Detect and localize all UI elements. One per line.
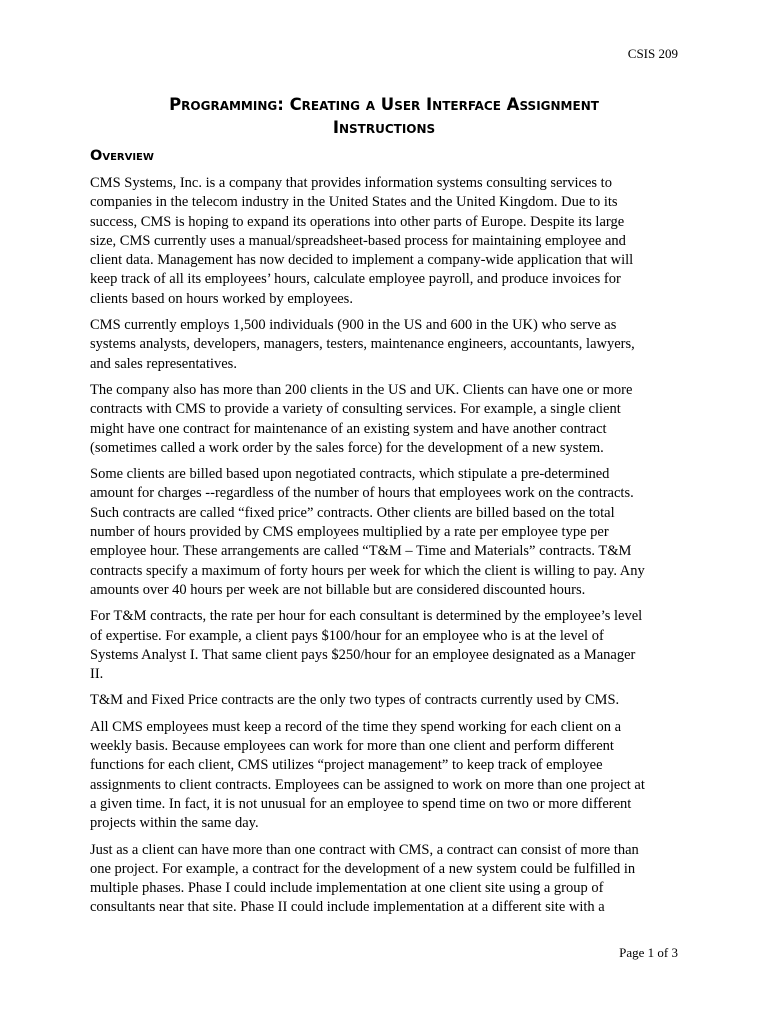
paragraph-line: II. xyxy=(90,666,104,683)
course-code: CSIS 209 xyxy=(627,46,678,61)
section-heading-overview: Overview xyxy=(90,148,154,164)
body-paragraph xyxy=(90,174,682,309)
paragraph-line: CMS currently employs 1,500 individuals (900 in the US and 600 in the UK) who serve as xyxy=(90,317,617,334)
paragraph-line: projects within the same day. xyxy=(90,815,259,832)
paragraph-line: contracts specify a maximum of forty hours per week for which the client is willing to pay. Any xyxy=(90,562,645,579)
paragraph-line: amounts over 40 hours per week are not billable but are considered discounted hours. xyxy=(90,581,586,598)
page-title xyxy=(90,93,678,139)
paragraph-line: functions for each client, CMS utilizes “project management” to keep track of employee xyxy=(90,757,603,774)
paragraph-line: Such contracts are called “fixed price” contracts. Other clients are billed based on the total xyxy=(90,504,615,521)
page-number: Page 1 of 3 xyxy=(619,945,678,960)
paragraph-line: might have one contract for maintenance of an existing system and have another contract xyxy=(90,420,607,437)
paragraph-line: systems analysts, developers, managers, testers, maintenance engineers, accountants, lawyers, xyxy=(90,336,635,353)
paragraph-line: The company also has more than 200 clients in the US and UK. Clients can have one or more xyxy=(90,381,633,398)
paragraph-line: number of hours provided by CMS employees multiplied by a rate per employee type per xyxy=(90,524,609,541)
paragraph-line: Some clients are billed based upon negotiated contracts, which stipulate a pre-determined xyxy=(90,466,610,483)
paragraph-line: clients based on hours worked by employees. xyxy=(90,290,353,307)
paragraph-line: T&M and Fixed Price contracts are the only two types of contracts currently used by CMS. xyxy=(90,692,620,709)
title-line-1: Programming: Creating a User Interface Assignment xyxy=(169,95,599,114)
body-paragraph xyxy=(90,841,682,918)
paragraph-line: keep track of all its employees’ hours, calculate employee payroll, and produce invoices for xyxy=(90,271,621,288)
paragraph-line: All CMS employees must keep a record of the time they spend working for each client on a xyxy=(90,718,622,735)
body-paragraph xyxy=(90,718,682,834)
paragraph-line: contracts with CMS to provide a variety of consulting services. For example, a single client xyxy=(90,401,621,418)
body-paragraph xyxy=(90,465,682,600)
paragraph-line: CMS Systems, Inc. is a company that provides information systems consulting services to xyxy=(90,175,612,191)
paragraph-line: Systems Analyst I. That same client pays $250/hour for an employee designated as a Manager xyxy=(90,646,636,663)
paragraph-line: assignments to client contracts. Employees can be assigned to work on more than one project at xyxy=(90,776,645,793)
paragraph-line: size, CMS currently uses a manual/spreadsheet-based process for maintaining employee and xyxy=(90,232,626,249)
paragraph-line: employee hour. These arrangements are called “T&M – Time and Materials” contracts. T&M xyxy=(90,543,632,560)
title-line-2: Instructions xyxy=(332,118,436,137)
paragraph-line: client data. Management has now decided to implement a company-wide application that will xyxy=(90,252,634,269)
paragraph-line: Just as a client can have more than one contract with CMS, a contract can consist of more than xyxy=(90,841,639,858)
body-paragraph xyxy=(90,691,682,710)
paragraph-line: amount for charges --regardless of the number of hours that employees work on the contracts. xyxy=(90,485,634,502)
paragraph-line: one project. For example, a contract for the development of a new system could be fulfilled in xyxy=(90,860,636,877)
paragraph-line: success, CMS is hoping to expand its operations into other parts of Europe. Despite its large xyxy=(90,213,625,230)
body-paragraph xyxy=(90,607,682,684)
paragraph-line: consultants near that site. Phase II could include implementation at a different site with a xyxy=(90,899,605,916)
paragraph-line: a given time. In fact, it is not unusual for an employee to spend time on two or more different xyxy=(90,795,632,812)
body-paragraph xyxy=(90,381,682,458)
document-body xyxy=(90,174,682,925)
paragraph-line: and sales representatives. xyxy=(90,355,237,372)
paragraph-line: companies in the telecom industry in the United States and the United Kingdom. Due to its xyxy=(90,194,618,211)
body-paragraph xyxy=(90,316,682,374)
paragraph-line: For T&M contracts, the rate per hour for each consultant is determined by the employee’s level xyxy=(90,608,643,625)
paragraph-line: multiple phases. Phase I could include implementation at one client site using a group of xyxy=(90,880,604,897)
paragraph-line: of expertise. For example, a client pays $100/hour for an employee who is at the level of xyxy=(90,627,604,644)
paragraph-line: weekly basis. Because employees can work for more than one client and perform different xyxy=(90,738,614,755)
paragraph-line: (sometimes called a work order by the sales force) for the development of a new system. xyxy=(90,439,604,456)
